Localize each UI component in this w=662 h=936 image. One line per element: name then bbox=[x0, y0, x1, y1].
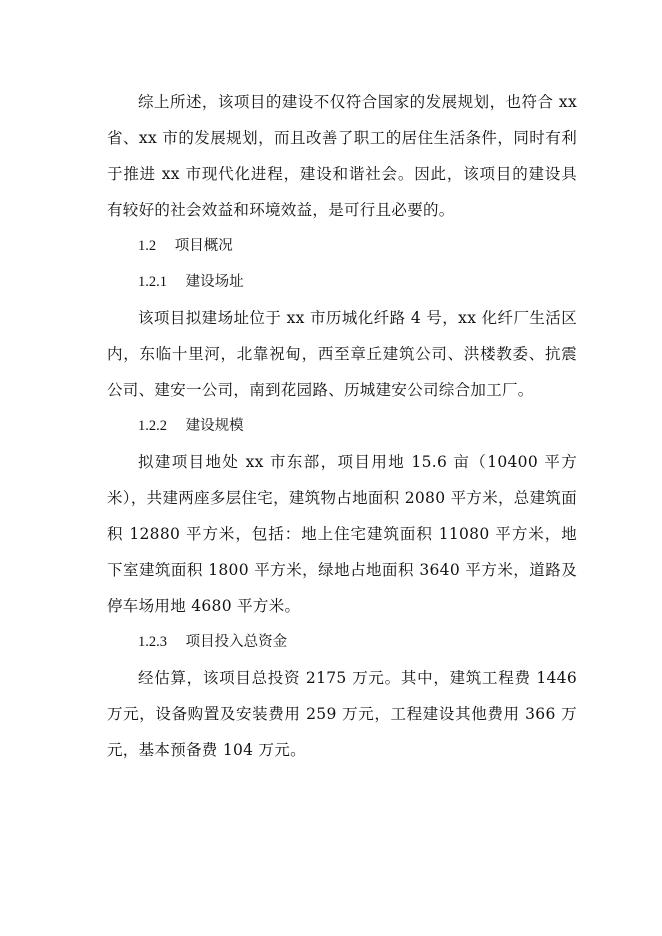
section-number: 1.2.3 bbox=[138, 634, 167, 650]
section-number: 1.2.2 bbox=[138, 418, 167, 434]
section-number: 1.2.1 bbox=[138, 274, 167, 290]
section-heading-1-2-3 bbox=[107, 624, 577, 660]
section-title: 建设场址 bbox=[185, 274, 244, 290]
section-heading-1-2-1 bbox=[107, 264, 577, 300]
section-title: 项目投入总资金 bbox=[185, 634, 288, 650]
section-title: 项目概况 bbox=[174, 238, 233, 254]
total-investment-paragraph: 经估算，该项目总投资 2175 万元。其中，建筑工程费 1446 万元，设备购置及安装费用 259 万元，工程建设其他费用 366 万元，基本预备费 104 万元。 bbox=[107, 669, 577, 759]
document-body bbox=[107, 84, 577, 768]
section-heading-1-2 bbox=[107, 228, 577, 264]
section-heading-1-2-2 bbox=[107, 408, 577, 444]
section-number: 1.2 bbox=[138, 238, 157, 254]
section-title: 建设规模 bbox=[185, 418, 244, 434]
construction-scale-paragraph: 拟建项目地处 xx 市东部，项目用地 15.6 亩（10400 平方米），共建两座多层住宅，建筑物占地面积 2080 平方米，总建筑面积 12880 平方米，包括：地上住宅建筑面积 11080 平方米，地下室建筑面积 1800 平方米，绿地占地面积 3640 平方米，道路及停车场用地 4680 平方米。 bbox=[107, 453, 577, 615]
conclusion-paragraph: 综上所述，该项目的建设不仅符合国家的发展规划，也符合 xx 省、xx 市的发展规划，而且改善了职工的居住生活条件，同时有利于推进 xx 市现代化进程，建设和谐社会。因此，该项目的建设具有较好的社会效益和环境效益，是可行且必要的。 bbox=[107, 93, 577, 219]
site-location-paragraph: 该项目拟建场址位于 xx 市历城化纤路 4 号，xx 化纤厂生活区内，东临十里河，北靠祝甸，西至章丘建筑公司、洪楼教委、抗震公司、建安一公司，南到花园路、历城建安公司综合加工厂。 bbox=[107, 309, 577, 399]
